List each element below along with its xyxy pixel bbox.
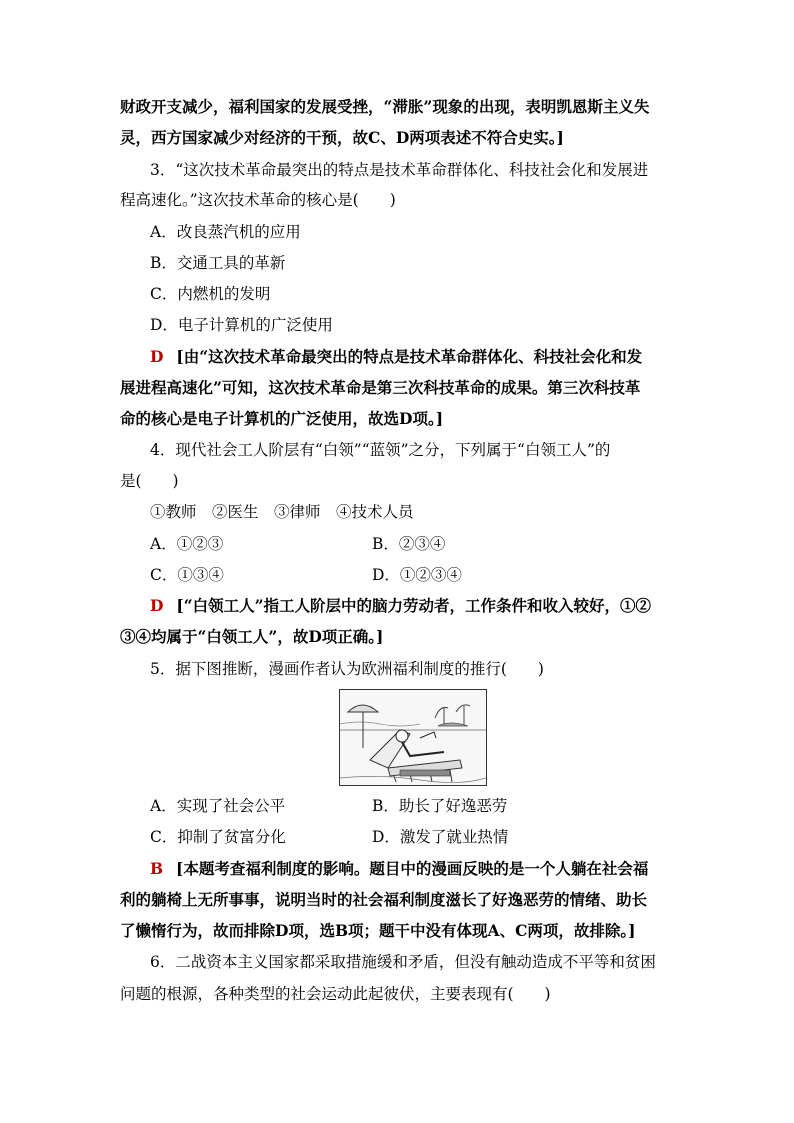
q5-option-c: C．抑制了贫富分化 [150,828,286,846]
q3-option-c: C．内燃机的发明 [150,285,271,303]
q4-stem-2: 是( ) [120,472,179,490]
q5-explanation-text: [本题考查福利制度的影响。题目中的漫画反映的是一个人躺在社会福 [176,859,649,878]
q5-explanation-line-2: 利的躺椅上无所事事，说明当时的社会福利制度滋长了好逸恶劳的情绪、助长 [120,890,648,909]
q4-explanation-line-2: ③④均属于“白领工人”，故D项正确。] [120,627,384,646]
q3-answer: D [150,347,164,366]
q6-stem-1: 6．二战资本主义国家都采取措施缓和矛盾，但没有触动造成不平等和贫困 [150,953,656,971]
q5-explanation-line-3: 了懒惰行为，故而排除D项，选B项；题干中没有体现A、C两项，故排除。] [120,921,636,940]
q3-explanation-line-3: 命的核心是电子计算机的广泛使用，故选D项。] [120,409,444,428]
q3-stem-1: 3．“这次技术革命最突出的特点是技术革命群体化、科技社会化和发展进 [150,161,649,179]
q5-option-a: A．实现了社会公平 [150,797,286,815]
q4-stem-1: 4．现代社会工人阶层有“白领”“蓝领”之分，下列属于“白领工人”的 [150,441,611,459]
q4-option-b: B．②③④ [372,535,446,553]
q3-explanation-line-1 [150,347,642,367]
q3-explanation-line-2: 展进程高速化”可知，这次技术革命是第三次科技革命的成果。第三次科技革 [120,378,641,397]
intro-line-1: 财政开支减少，福利国家的发展受挫，“滞胀”现象的出现，表明凯恩斯主义失 [120,97,650,116]
cartoon-drawing [340,690,486,785]
q3-option-b: B．交通工具的革新 [150,254,286,272]
q4-option-d: D．①②③④ [372,566,462,584]
q4-explanation-text: [“白领工人”指工人阶层中的脑力劳动者，工作条件和收入较好，①② [176,596,652,615]
intro-line-2: 灵，西方国家减少对经济的干预，故C、D两项表述不符合史实。] [120,128,564,147]
q4-option-a: A．①②③ [150,535,224,553]
q3-explanation-text: [由“这次技术革命最突出的特点是技术革命群体化、科技社会化和发 [176,347,643,366]
q5-option-d: D．激发了就业热情 [372,828,509,846]
q4-option-c: C．①③④ [150,566,224,584]
q5-option-b: B．助长了好逸恶劳 [372,797,508,815]
q4-answer: D [150,596,164,615]
cartoon-image [339,689,487,786]
q3-stem-2: 程高速化。”这次技术革命的核心是( ) [120,191,396,209]
q5-explanation-line-1 [150,859,648,879]
q4-items: ①教师 ②医生 ③律师 ④技术人员 [150,503,414,521]
q4-explanation-line-1 [150,596,651,616]
q5-answer: B [150,859,164,878]
q6-stem-2: 问题的根源，各种类型的社会运动此起彼伏，主要表现有( ) [120,985,551,1003]
q3-option-a: A．改良蒸汽机的应用 [150,223,301,241]
q3-option-d: D．电子计算机的广泛使用 [150,316,333,334]
q5-stem: 5．据下图推断，漫画作者认为欧洲福利制度的推行( ) [150,660,544,678]
